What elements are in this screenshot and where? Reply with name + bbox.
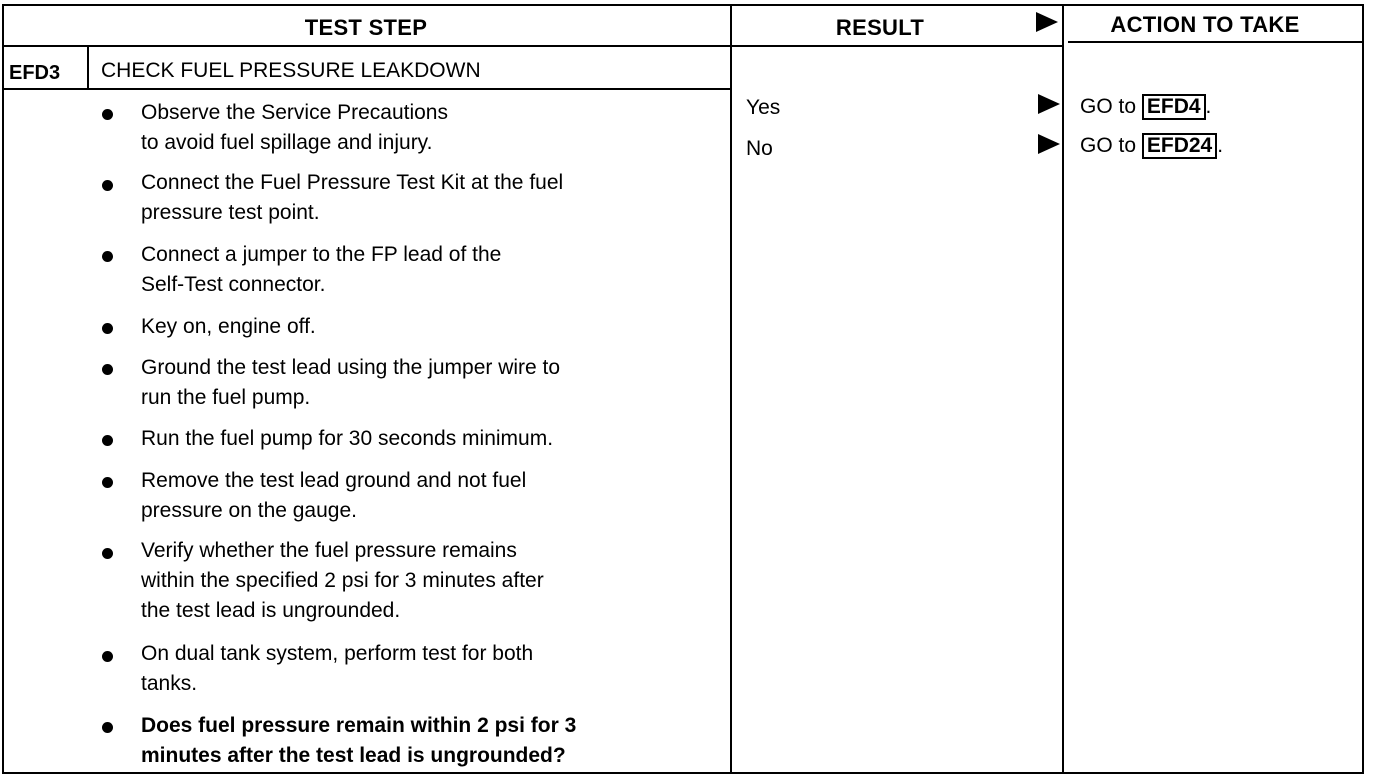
action-no-prefix: GO to bbox=[1080, 134, 1142, 157]
col-divider-result bbox=[730, 4, 732, 772]
bullet-text: Remove the test lead ground and not fuel pressure on the gauge. bbox=[141, 469, 527, 522]
action-no bbox=[1080, 133, 1223, 159]
header-test-step: TEST STEP bbox=[304, 15, 428, 40]
bullet-text: Connect the Fuel Pressure Test Kit at the fuel pressure test point. bbox=[141, 171, 564, 224]
action-yes-prefix: GO to bbox=[1080, 95, 1142, 118]
header-arrow-icon bbox=[1036, 12, 1058, 32]
table-left-border bbox=[2, 4, 4, 774]
action-yes-target-link[interactable]: EFD4 bbox=[1142, 94, 1206, 120]
result-no: No bbox=[746, 137, 773, 160]
action-no-suffix: . bbox=[1217, 134, 1224, 157]
bullet-text: On dual tank system, perform test for both tanks. bbox=[141, 642, 534, 695]
bullet-icon bbox=[102, 548, 113, 559]
bullet-icon bbox=[102, 435, 113, 446]
result-no-arrow-icon bbox=[1038, 134, 1060, 154]
header-result: RESULT bbox=[835, 15, 925, 40]
table-bottom-border bbox=[2, 772, 1364, 774]
action-no-target-link[interactable]: EFD24 bbox=[1142, 133, 1217, 159]
bullet-icon bbox=[102, 651, 113, 662]
bullet-icon bbox=[102, 109, 113, 120]
bullet-icon bbox=[102, 251, 113, 262]
table-top-border bbox=[2, 4, 1362, 6]
header-underline bbox=[2, 45, 1062, 47]
bullet-icon bbox=[102, 364, 113, 375]
header-action-to-take: ACTION TO TAKE bbox=[1110, 12, 1300, 37]
bullet-text: Ground the test lead using the jumper wire to run the fuel pump. bbox=[141, 356, 561, 409]
bullet-icon bbox=[102, 477, 113, 488]
step-id-divider bbox=[87, 47, 89, 89]
bullet-icon bbox=[102, 180, 113, 191]
result-yes: Yes bbox=[746, 96, 781, 119]
step-title: CHECK FUEL PRESSURE LEAKDOWN bbox=[101, 59, 481, 82]
action-yes bbox=[1080, 94, 1211, 120]
bullet-text: Observe the Service Precautions to avoid fuel spillage and injury. bbox=[141, 101, 448, 154]
bullet-question-text: Does fuel pressure remain within 2 psi for 3 minutes after the test lead is ungrounded? bbox=[141, 714, 577, 767]
table-right-border bbox=[1362, 4, 1364, 772]
result-yes-arrow-icon bbox=[1038, 94, 1060, 114]
col-divider-action bbox=[1062, 4, 1064, 772]
bullet-icon bbox=[102, 323, 113, 334]
action-header-underline bbox=[1068, 41, 1362, 43]
bullet-text: Verify whether the fuel pressure remains within the specified 2 psi for 3 minutes after the test lead is ungrounded. bbox=[141, 539, 544, 622]
bullet-text: Run the fuel pump for 30 seconds minimum. bbox=[141, 427, 554, 450]
bullet-icon bbox=[102, 722, 113, 733]
bullet-text: Connect a jumper to the FP lead of the Self-Test connector. bbox=[141, 243, 502, 296]
action-yes-suffix: . bbox=[1205, 95, 1212, 118]
step-id: EFD3 bbox=[9, 62, 61, 84]
bullet-text: Key on, engine off. bbox=[141, 315, 316, 338]
step-row-underline bbox=[2, 88, 732, 90]
